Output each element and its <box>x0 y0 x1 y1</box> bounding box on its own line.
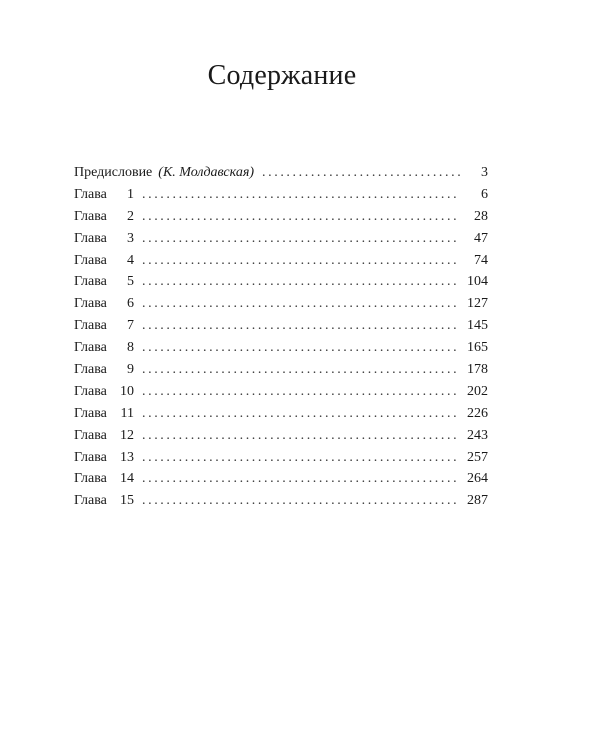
chapter-label: Глава <box>74 362 107 378</box>
chapter-label: Глава <box>74 274 107 290</box>
toc-entry-chapter <box>74 403 488 425</box>
chapter-label: Глава <box>74 471 107 487</box>
chapter-number: 7 <box>127 318 134 334</box>
chapter-label: Глава <box>74 252 107 268</box>
page-number: 28 <box>474 208 488 224</box>
chapter-label: Глава <box>74 493 107 509</box>
chapter-number: 1 <box>127 186 134 202</box>
chapter-number: 9 <box>127 362 134 378</box>
dot-leader <box>142 425 460 447</box>
dot-leader <box>142 206 460 228</box>
page-number: 202 <box>467 383 488 399</box>
toc-entry-chapter <box>74 228 488 250</box>
page-number: 257 <box>467 449 488 465</box>
dot-leader <box>142 250 460 272</box>
chapter-number: 5 <box>127 274 134 290</box>
toc-entry-chapter <box>74 250 488 272</box>
chapter-number: 12 <box>120 427 134 443</box>
toc-entry-chapter <box>74 271 488 293</box>
dot-leader <box>142 403 460 425</box>
dot-leader <box>142 337 460 359</box>
toc-entry-chapter <box>74 315 488 337</box>
page-number: 243 <box>467 427 488 443</box>
toc-entry-chapter <box>74 447 488 469</box>
chapter-label: Глава <box>74 405 107 421</box>
page-number: 165 <box>467 340 488 356</box>
table-of-contents <box>74 162 488 512</box>
chapter-number: 13 <box>120 449 134 465</box>
page-title: Содержание <box>207 60 357 91</box>
chapter-label: Глава <box>74 296 107 312</box>
toc-entry-chapter <box>74 359 488 381</box>
preface-label: Предисловие <box>74 165 153 180</box>
page-number: 74 <box>474 252 488 268</box>
toc-entry-chapter <box>74 425 488 447</box>
chapter-number: 2 <box>127 208 134 224</box>
chapter-number: 14 <box>120 471 134 487</box>
toc-entry-chapter <box>74 468 488 490</box>
chapter-number: 10 <box>120 383 134 399</box>
dot-leader <box>142 447 460 469</box>
page-number: 145 <box>467 318 488 334</box>
page-number: 127 <box>467 296 488 312</box>
toc-entry-chapter <box>74 337 488 359</box>
dot-leader <box>142 381 460 403</box>
chapter-label: Глава <box>74 208 107 224</box>
page-number: 6 <box>481 186 488 202</box>
page-number: 287 <box>467 493 488 509</box>
toc-entry-chapter <box>74 381 488 403</box>
page-number: 226 <box>467 405 488 421</box>
chapter-number: 11 <box>120 405 134 421</box>
chapter-label: Глава <box>74 383 107 399</box>
dot-leader <box>142 315 460 337</box>
chapter-label: Глава <box>74 230 107 246</box>
toc-entry-preface <box>74 162 488 184</box>
dot-leader <box>142 359 460 381</box>
chapter-number: 3 <box>127 230 134 246</box>
dot-leader <box>142 490 460 512</box>
chapter-number: 8 <box>127 340 134 356</box>
toc-entry-chapter <box>74 490 488 512</box>
dot-leader <box>142 184 460 206</box>
chapter-label: Глава <box>74 186 107 202</box>
chapter-number: 6 <box>127 296 134 312</box>
chapter-label: Глава <box>74 340 107 356</box>
page-number: 104 <box>467 274 488 290</box>
chapter-label: Глава <box>74 427 107 443</box>
toc-entry-chapter <box>74 184 488 206</box>
dot-leader <box>142 228 460 250</box>
chapter-number: 4 <box>127 252 134 268</box>
dot-leader <box>142 271 460 293</box>
preface-author: (К. Молдавская) <box>158 165 255 180</box>
chapter-label: Глава <box>74 318 107 334</box>
page-number: 3 <box>481 165 488 180</box>
dot-leader <box>142 468 460 490</box>
chapter-number: 15 <box>120 493 134 509</box>
page-number: 264 <box>467 471 488 487</box>
dot-leader <box>142 293 460 315</box>
dot-leader <box>262 162 460 184</box>
toc-entry-chapter <box>74 293 488 315</box>
page-number: 178 <box>467 362 488 378</box>
toc-entry-chapter <box>74 206 488 228</box>
page-number: 47 <box>474 230 488 246</box>
chapter-label: Глава <box>74 449 107 465</box>
